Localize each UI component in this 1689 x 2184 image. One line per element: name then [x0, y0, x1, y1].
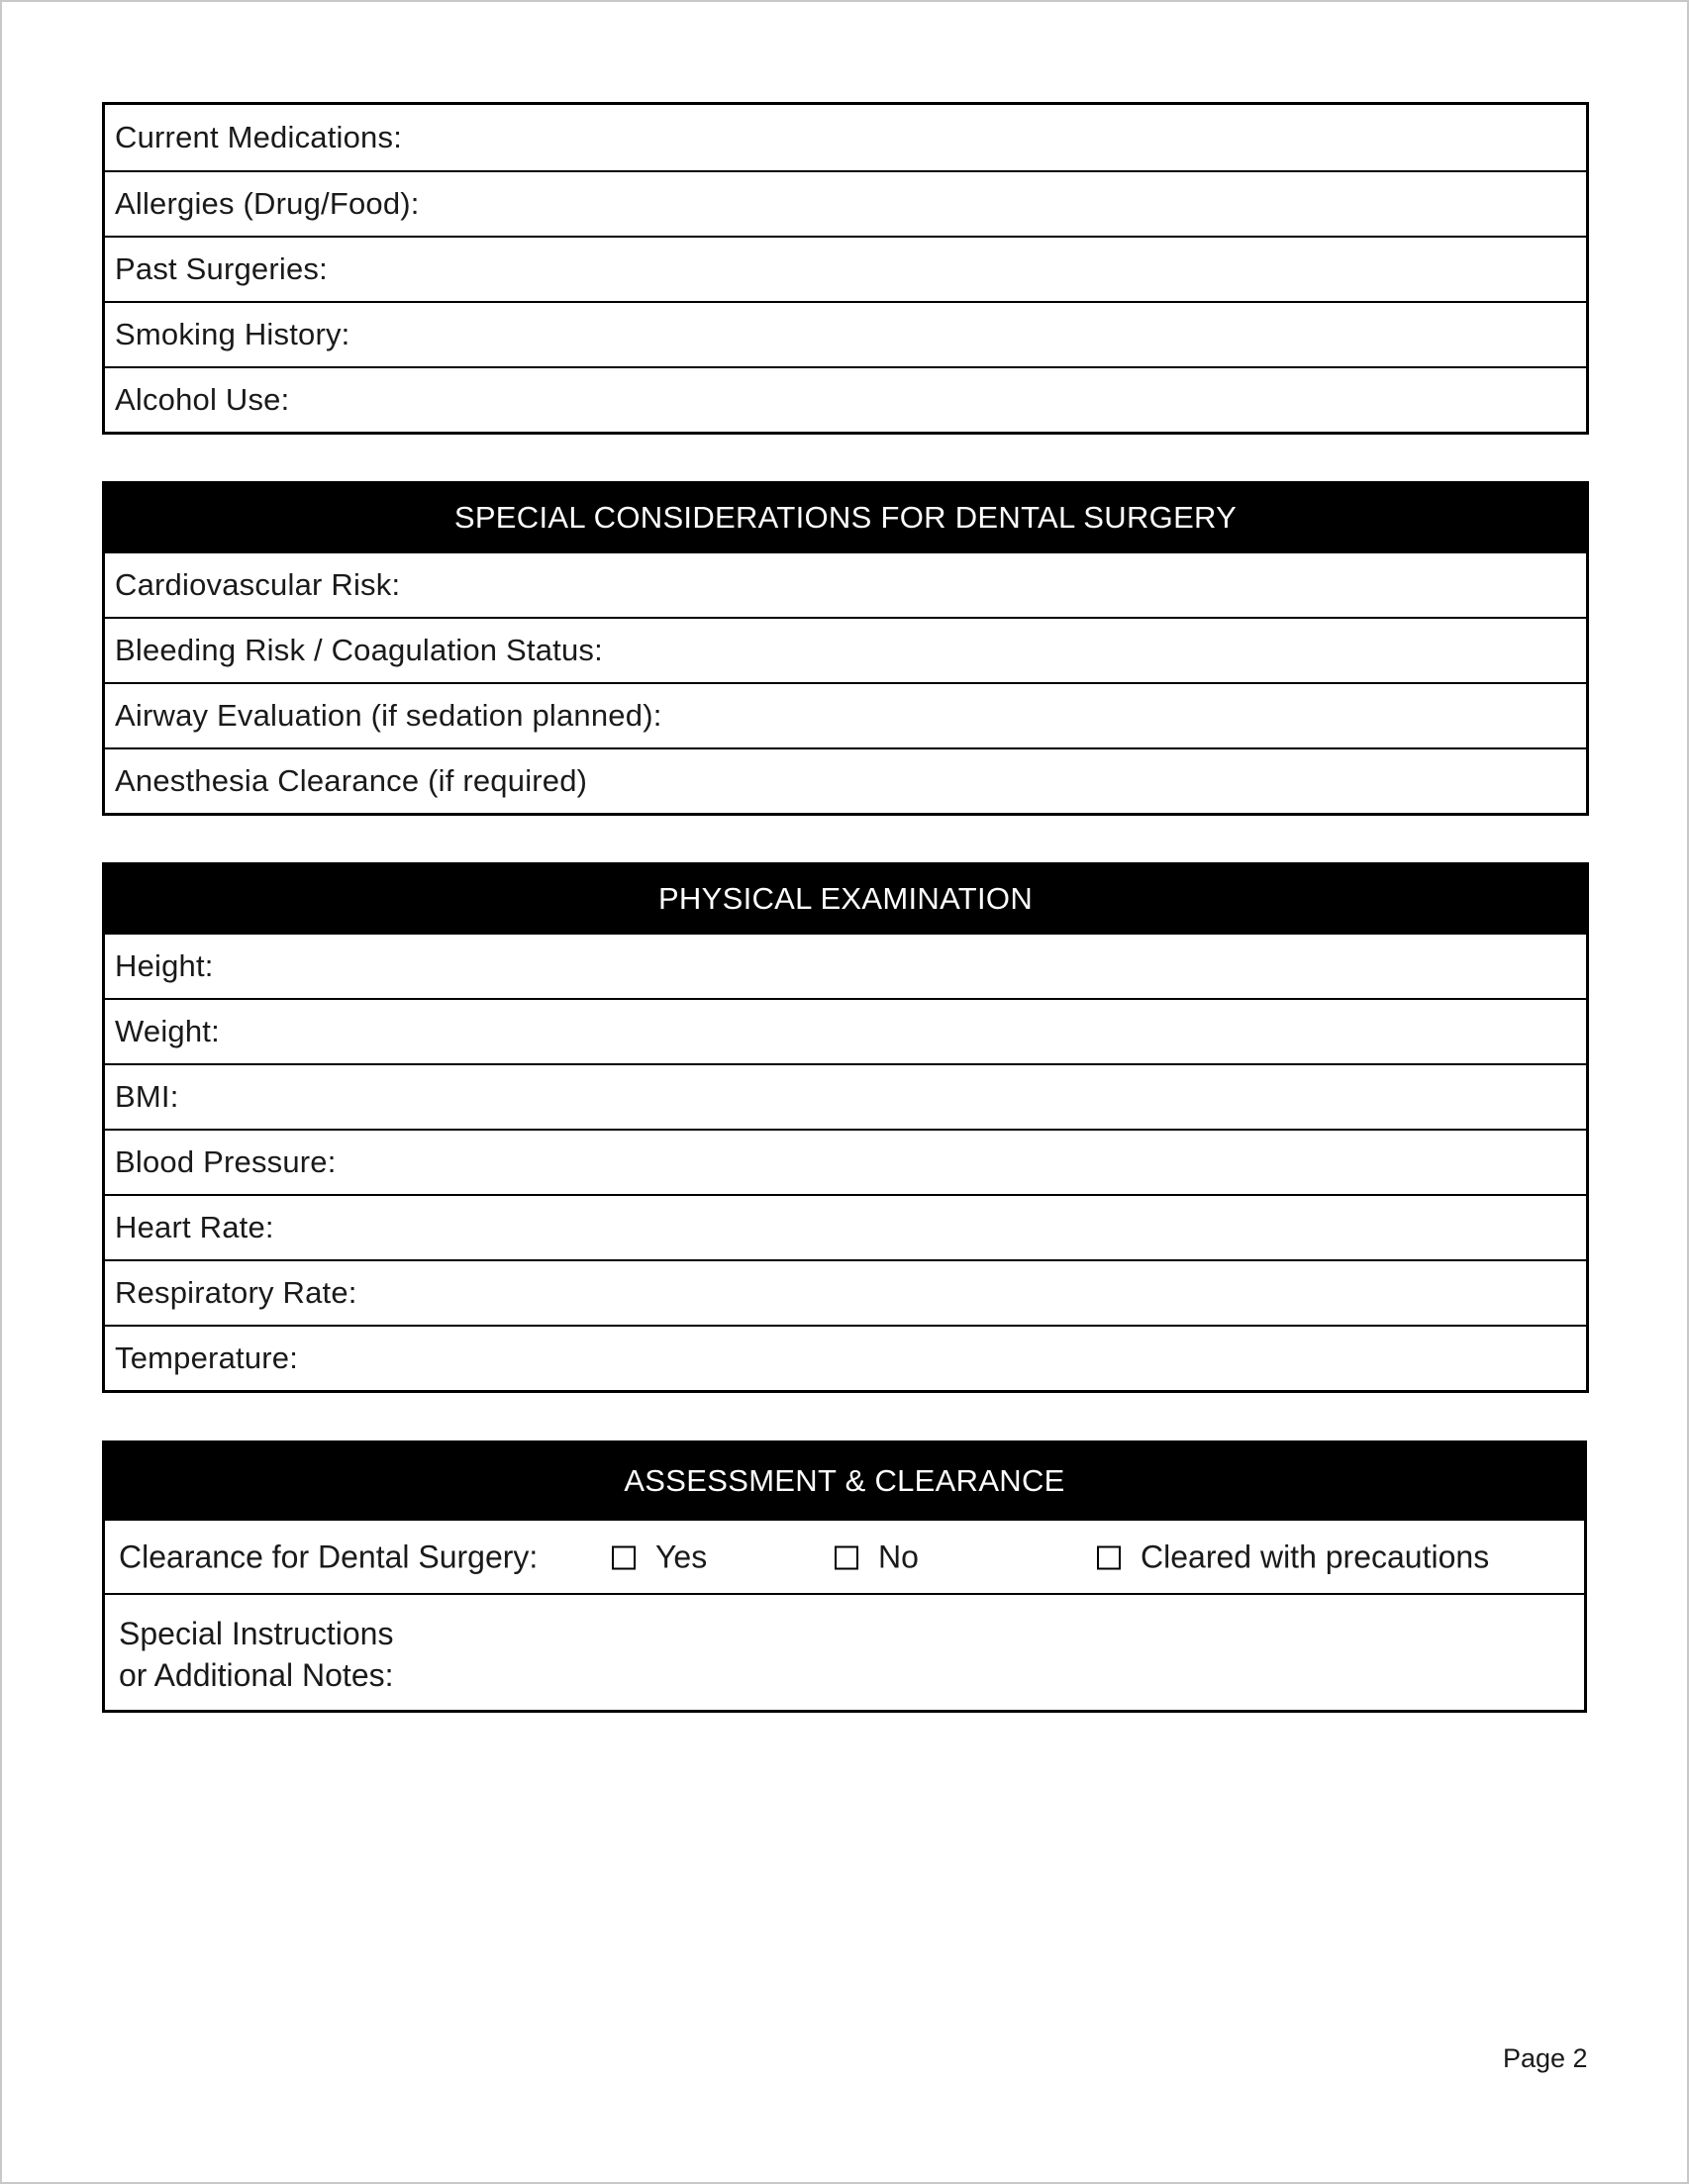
section-header: ASSESSMENT & CLEARANCE [105, 1443, 1584, 1519]
field-cardiovascular-risk[interactable] [105, 551, 1586, 617]
field-label: Cardiovascular Risk: [115, 567, 401, 602]
option-label: Cleared with precautions [1141, 1539, 1490, 1574]
field-label: BMI: [115, 1079, 179, 1114]
field-respiratory-rate[interactable] [105, 1259, 1586, 1325]
field-blood-pressure[interactable] [105, 1129, 1586, 1194]
option-cleared-with-precautions[interactable] [1097, 1539, 1489, 1575]
notes-label-line2: or Additional Notes: [119, 1657, 394, 1693]
field-label: Airway Evaluation (if sedation planned): [115, 698, 662, 733]
field-anesthesia-clearance[interactable] [105, 747, 1586, 813]
clearance-label: Clearance for Dental Surgery: [119, 1539, 539, 1574]
page-number: Page 2 [1503, 2043, 1588, 2073]
section-header: SPECIAL CONSIDERATIONS FOR DENTAL SURGERY [105, 484, 1586, 551]
field-label: Bleeding Risk / Coagulation Status: [115, 633, 603, 667]
field-label: Respiratory Rate: [115, 1275, 357, 1310]
checkbox-icon[interactable] [612, 1545, 636, 1569]
field-label: Past Surgeries: [115, 251, 328, 286]
special-considerations-table [102, 481, 1589, 816]
field-smoking-history[interactable] [105, 301, 1586, 366]
field-label: Temperature: [115, 1340, 299, 1375]
special-instructions-field[interactable] [105, 1593, 1584, 1710]
notes-label-line1: Special Instructions [119, 1616, 394, 1651]
section-header: PHYSICAL EXAMINATION [105, 865, 1586, 933]
clearance-row [105, 1519, 1584, 1593]
field-airway-evaluation[interactable] [105, 682, 1586, 747]
field-label: Smoking History: [115, 317, 350, 351]
checkbox-icon[interactable] [835, 1545, 858, 1569]
option-no[interactable] [835, 1539, 919, 1575]
field-label: Height: [115, 948, 214, 983]
field-current-medications[interactable] [105, 105, 1586, 170]
field-past-surgeries[interactable] [105, 236, 1586, 301]
option-yes[interactable] [612, 1539, 707, 1575]
field-bmi[interactable] [105, 1063, 1586, 1129]
field-temperature[interactable] [105, 1325, 1586, 1390]
field-alcohol-use[interactable] [105, 366, 1586, 432]
field-label: Anesthesia Clearance (if required) [115, 763, 588, 798]
physical-examination-table [102, 862, 1589, 1393]
field-bleeding-risk[interactable] [105, 617, 1586, 682]
field-heart-rate[interactable] [105, 1194, 1586, 1259]
field-label: Weight: [115, 1014, 220, 1048]
option-label: Yes [655, 1539, 708, 1574]
field-label: Current Medications: [115, 120, 403, 154]
field-label: Heart Rate: [115, 1210, 274, 1244]
field-label: Alcohol Use: [115, 382, 290, 417]
field-height[interactable] [105, 933, 1586, 998]
option-label: No [878, 1539, 919, 1574]
checkbox-icon[interactable] [1097, 1545, 1121, 1569]
field-label: Blood Pressure: [115, 1144, 337, 1179]
assessment-clearance-table [102, 1440, 1587, 1713]
medical-history-table [102, 102, 1589, 435]
field-allergies[interactable] [105, 170, 1586, 236]
field-weight[interactable] [105, 998, 1586, 1063]
field-label: Allergies (Drug/Food): [115, 186, 420, 221]
